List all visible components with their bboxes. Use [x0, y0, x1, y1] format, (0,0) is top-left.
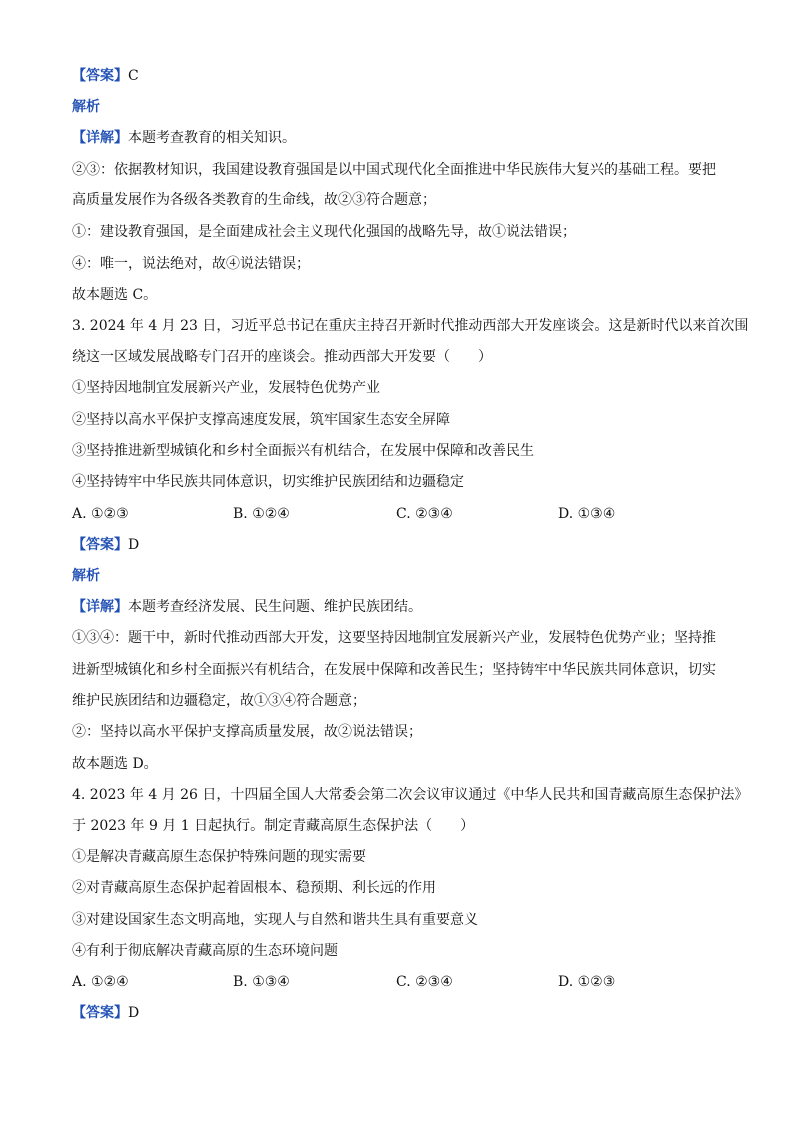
q3-conclusion: 故本题选 D。	[72, 756, 158, 772]
q4-option-d: D. ①②③	[558, 974, 616, 990]
answer-value: D	[128, 537, 140, 553]
answer-tag: 【答案】	[72, 537, 128, 553]
answer-value: D	[128, 1005, 140, 1021]
q4-option-c: C. ②③④	[396, 974, 453, 990]
q2-detail-p1-line2: 高质量发展作为各级各类教育的生命线，故②③符合题意；	[72, 192, 436, 208]
q4-answer-line	[72, 1003, 732, 1023]
q2-detail-p1-line1: ②③：依据教材知识，我国建设教育强国是以中国式现代化全面推进中华民族伟大复兴的基础工程。要把	[72, 162, 716, 178]
q3-stem-line1: 3. 2024 年 4 月 23 日，习近平总书记在重庆主持召开新时代推动西部大开发座谈会。这是新时代以来首次围	[72, 318, 749, 334]
q3-option-a: A. ①②③	[72, 506, 129, 522]
q2-detail-line	[72, 128, 732, 148]
q3-detail-p1-line2: 进新型城镇化和乡村全面振兴有机结合，在发展中保障和改善民生；坚持铸牢中华民族共同体意识，切实	[72, 662, 716, 678]
q2-detail-p3: ④：唯一，说法绝对，故④说法错误；	[72, 256, 310, 272]
q2-conclusion: 故本题选 C。	[72, 287, 158, 303]
q3-item-1: ①坚持因地制宜发展新兴产业，发展特色优势产业	[72, 380, 380, 396]
q3-detail-line	[72, 597, 732, 617]
q4-option-b: B. ①③④	[233, 974, 290, 990]
detail-tag: 【详解】	[72, 599, 128, 615]
detail-tag: 【详解】	[72, 130, 128, 146]
answer-tag: 【答案】	[72, 1005, 128, 1021]
q3-option-b: B. ①②④	[233, 506, 290, 522]
q2-analysis-heading	[72, 97, 732, 117]
detail-text: 本题考查经济发展、民生问题、维护民族团结。	[128, 599, 422, 615]
q4-item-4: ④有利于彻底解决青藏高原的生态环境问题	[72, 943, 338, 959]
q3-detail-p2: ②：坚持以高水平保护支撑高质量发展，故②说法错误；	[72, 724, 422, 740]
q3-analysis-heading	[72, 566, 732, 586]
q3-item-2: ②坚持以高水平保护支撑高速度发展，筑牢国家生态安全屏障	[72, 412, 450, 428]
q4-stem-line2: 于 2023 年 9 月 1 日起执行。制定青藏高原生态保护法（ ）	[72, 818, 475, 834]
answer-value: C	[128, 68, 139, 84]
q3-item-3: ③坚持推进新型城镇化和乡村全面振兴有机结合，在发展中保障和改善民生	[72, 443, 534, 459]
analysis-label: 解析	[72, 99, 100, 115]
q3-stem-line2: 绕这一区域发展战略专门召开的座谈会。推动西部大开发要（ ）	[72, 349, 492, 365]
q3-option-d: D. ①③④	[558, 506, 616, 522]
q3-detail-p1-line1: ①③④：题干中，新时代推动西部大开发，这要坚持因地制宜发展新兴产业，发展特色优势产业；坚持推	[72, 630, 716, 646]
detail-text: 本题考查教育的相关知识。	[128, 130, 296, 146]
analysis-label: 解析	[72, 568, 100, 584]
q4-option-a: A. ①②④	[72, 974, 129, 990]
q2-detail-p2: ①：建设教育强国，是全面建成社会主义现代化强国的战略先导，故①说法错误；	[72, 224, 576, 240]
q3-answer-line	[72, 535, 732, 555]
q3-detail-p1-line3: 维护民族团结和边疆稳定，故①③④符合题意；	[72, 693, 366, 709]
q4-item-1: ①是解决青藏高原生态保护特殊问题的现实需要	[72, 849, 366, 865]
q3-item-4: ④坚持铸牢中华民族共同体意识，切实维护民族团结和边疆稳定	[72, 474, 464, 490]
answer-tag: 【答案】	[72, 68, 128, 84]
q4-stem-line1: 4. 2023 年 4 月 26 日，十四届全国人大常委会第二次会议审议通过《中华人民共和国青藏高原生态保护法》	[72, 787, 749, 803]
q4-item-3: ③对建设国家生态文明高地，实现人与自然和谐共生具有重要意义	[72, 912, 478, 928]
q4-item-2: ②对青藏高原生态保护起着固根本、稳预期、利长远的作用	[72, 880, 436, 896]
q2-answer-line	[72, 66, 732, 86]
q3-option-c: C. ②③④	[396, 506, 453, 522]
